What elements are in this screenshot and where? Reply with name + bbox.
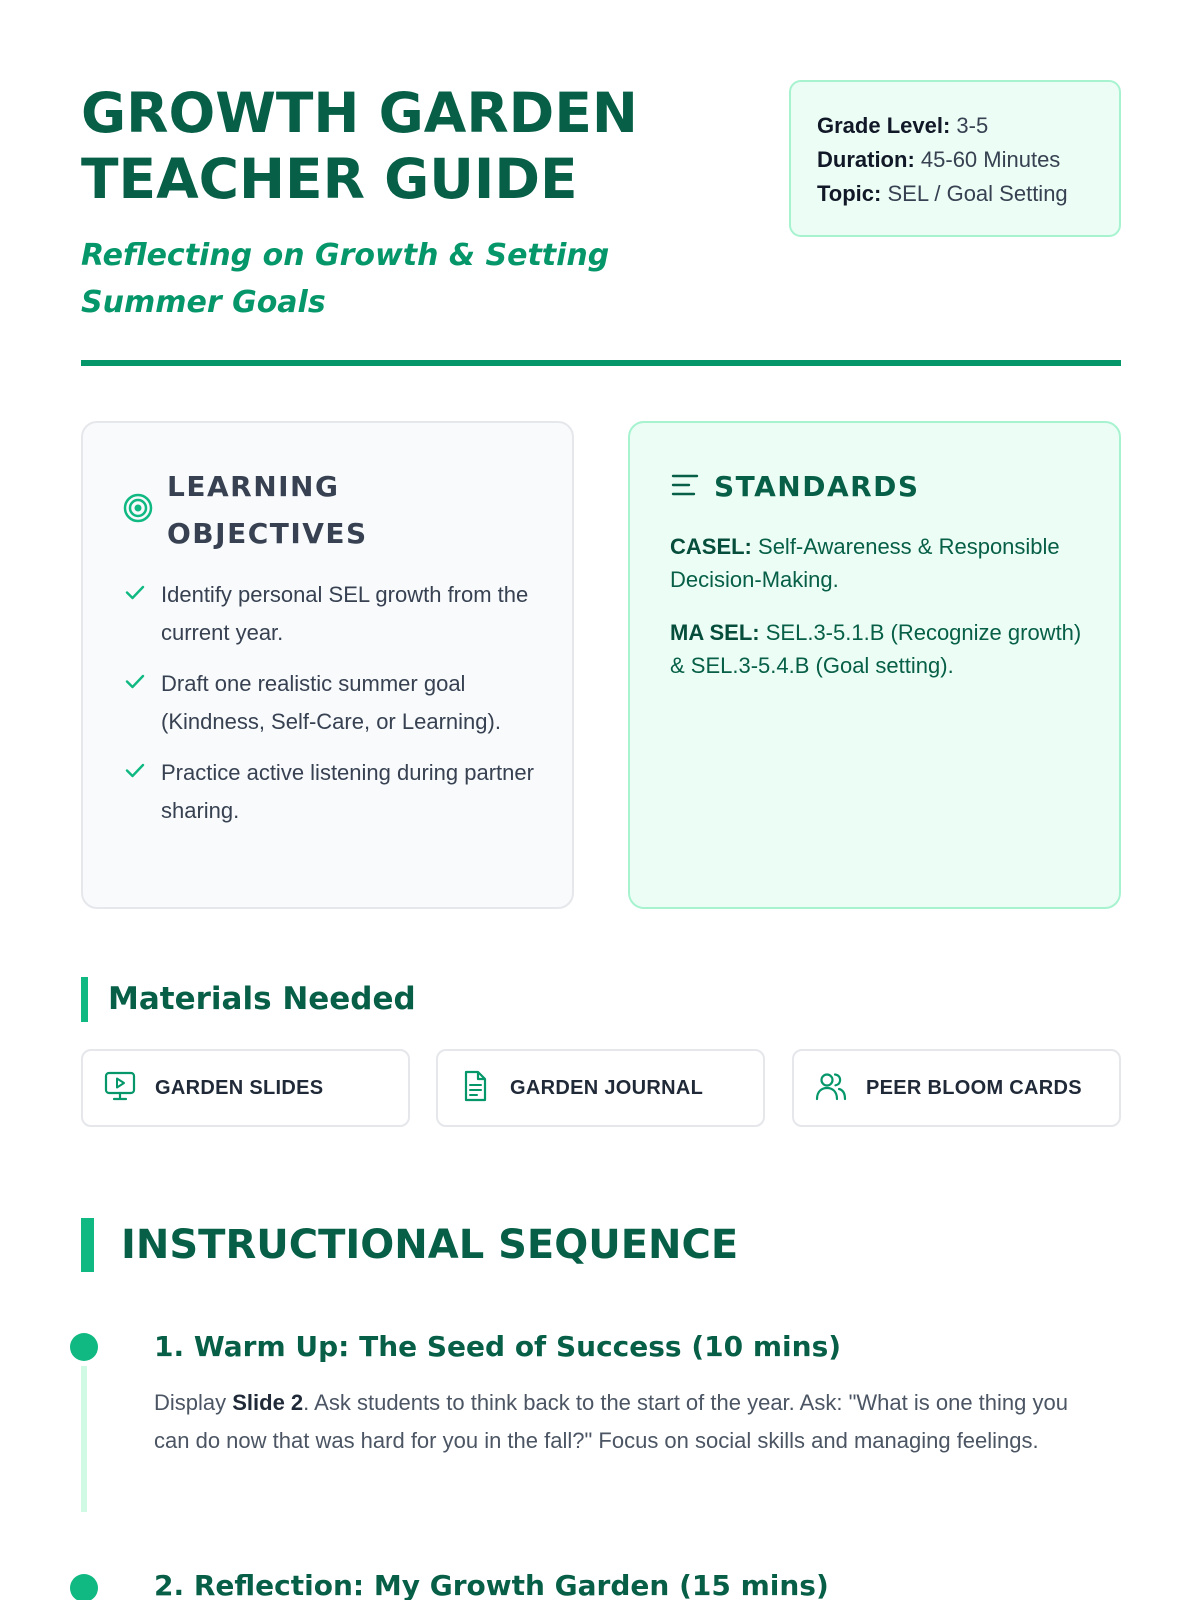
- page-title: GROWTH GARDEN TEACHER GUIDE: [81, 81, 638, 211]
- objective-text: Practice active listening during partner sharing.: [161, 760, 534, 823]
- lesson-meta-box: [789, 80, 1121, 237]
- topic-row: [817, 177, 1095, 211]
- material-label: GARDEN SLIDES: [155, 1076, 324, 1099]
- step-1-text-bold: Slide 2: [232, 1390, 304, 1415]
- material-garden-journal: [436, 1049, 765, 1127]
- duration-label: Duration:: [817, 147, 915, 172]
- step-timeline-line: [81, 1366, 87, 1512]
- material-garden-slides: [81, 1049, 410, 1127]
- standards-header: [670, 467, 920, 507]
- objectives-title: LEARNING OBJECTIVES: [167, 470, 368, 550]
- standards-body: [670, 530, 1090, 702]
- duration-row: [817, 143, 1095, 177]
- standards-title: STANDARDS: [714, 470, 920, 503]
- check-icon: [123, 754, 161, 830]
- guide-header: [81, 80, 1121, 326]
- step-1-text-pre: Display: [154, 1390, 233, 1415]
- grade-level-value: 3-5: [956, 113, 989, 138]
- material-label: PEER BLOOM CARDS: [866, 1076, 1082, 1099]
- step-dot: [70, 1574, 98, 1600]
- target-icon: [123, 493, 153, 528]
- material-label: GARDEN JOURNAL: [510, 1076, 704, 1099]
- check-icon: [123, 665, 161, 741]
- list-item: [123, 576, 543, 652]
- topic-value: SEL / Goal Setting: [887, 181, 1068, 206]
- learning-objectives-card: [81, 421, 574, 909]
- step-dot: [70, 1333, 98, 1361]
- material-peer-bloom-cards: [792, 1049, 1121, 1127]
- step-1-text-post: . Ask students to think back to the start of the year. Ask: "What is one thing you can do now that was hard for you in the fall?" Focus on social skills and managing feelings.: [154, 1390, 1068, 1453]
- materials-heading: Materials Needed: [81, 977, 416, 1022]
- document-icon: [458, 1069, 492, 1108]
- page-subtitle: Reflecting on Growth & Setting Summer Goals: [81, 238, 610, 320]
- step-1-text: [154, 1384, 1104, 1460]
- grade-level-row: [817, 109, 1095, 143]
- casel-standard: [670, 530, 1090, 596]
- grade-level-label: Grade Level:: [817, 113, 951, 138]
- list-item: [123, 665, 543, 741]
- masel-label: MA SEL:: [670, 620, 760, 645]
- step-1-title: 1. Warm Up: The Seed of Success (10 mins): [154, 1330, 842, 1363]
- sequence-heading: INSTRUCTIONAL SEQUENCE: [81, 1218, 738, 1272]
- standards-card: [628, 421, 1121, 909]
- users-icon: [814, 1069, 848, 1108]
- objective-text: Draft one realistic summer goal (Kindness, Self-Care, or Learning).: [161, 671, 501, 734]
- casel-text: Self-Awareness & Responsible Decision-Making.: [670, 534, 1060, 592]
- masel-text: SEL.3-5.1.B (Recognize growth) & SEL.3-5.4.B (Goal setting).: [670, 620, 1082, 678]
- header-divider: [81, 360, 1121, 366]
- masel-standard: [670, 616, 1090, 682]
- align-left-icon: [670, 470, 700, 505]
- casel-label: CASEL:: [670, 534, 752, 559]
- objectives-list: [123, 576, 543, 843]
- objective-text: Identify personal SEL growth from the current year.: [161, 582, 529, 645]
- presentation-icon: [103, 1069, 137, 1108]
- duration-value: 45-60 Minutes: [920, 147, 1061, 172]
- topic-label: Topic:: [817, 181, 882, 206]
- check-icon: [123, 576, 161, 652]
- list-item: [123, 754, 543, 830]
- objectives-header: [123, 463, 467, 557]
- step-2-title: 2. Reflection: My Growth Garden (15 mins): [154, 1569, 829, 1600]
